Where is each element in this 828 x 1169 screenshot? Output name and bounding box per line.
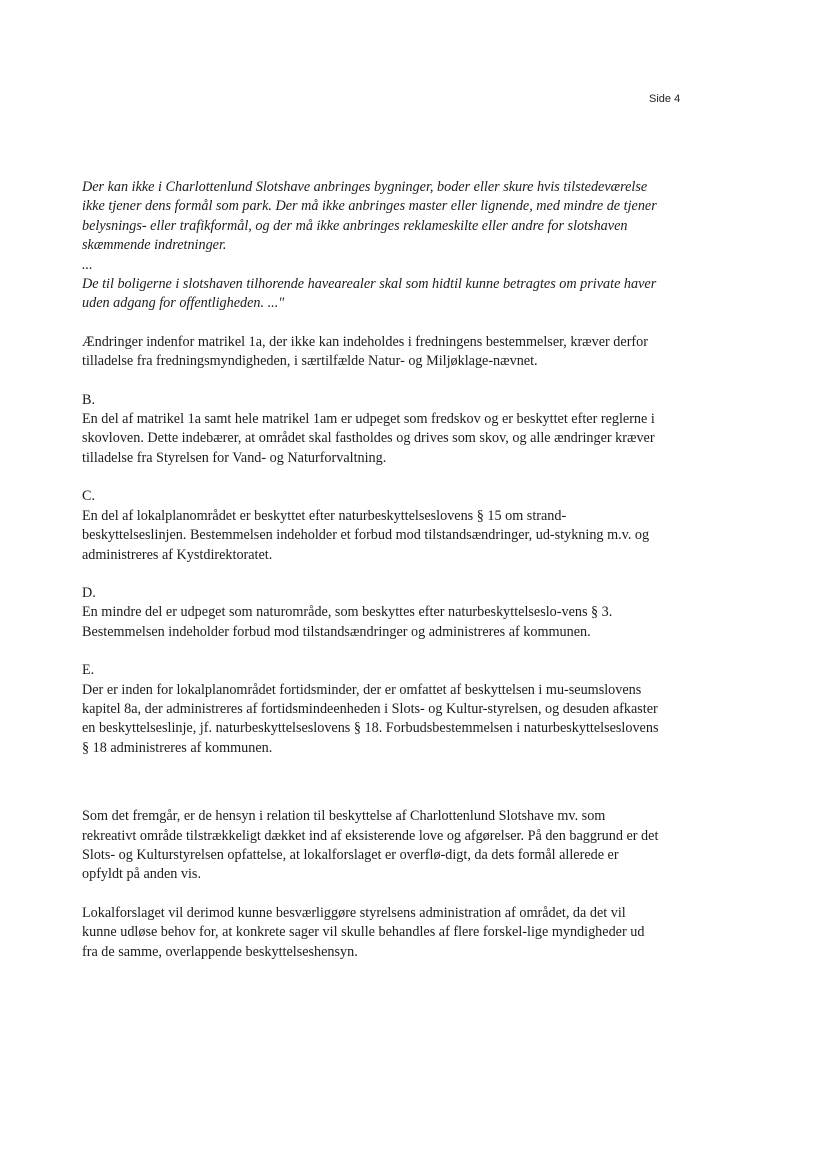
section-text: En mindre del er udpeget som naturområde, som beskyttes efter naturbeskyttelseslo-vens § 3. Bestemmelsen indeholder forbud mod tilstandsændringer og administreres af kommunen. — [82, 604, 613, 640]
section-letter: C. — [82, 488, 96, 505]
conclusion-paragraph: Som det fremgår, er de hensyn i relation til beskyttelse af Charlottenlund Slotshave mv. som rekreativt område tilstrækkeligt dækket ind af eksisterende love og afgørelser. På den baggrund er det Slots- og Kulturstyrelsen opfattelse, at lokalforslaget er overflø-digt, da dets formål allerede er opfyldt på anden vis. — [82, 808, 659, 883]
intro-paragraph: Ændringer indenfor matrikel 1a, der ikke kan indeholdes i fredningens bestemmelser, kræver derfor tilladelse fra fredningsmyndigheden, i særtilfælde Natur- og Miljøklage-nævnet. — [82, 333, 648, 370]
page-number: Side 4 — [649, 93, 681, 105]
section-text: En del af lokalplanområdet er beskyttet efter naturbeskyttelseslovens § 15 om strand-beskyttelseslinjen. Bestemmelsen indeholder et forbud mod tilstandsændringer, ud-stykning m.v. og administreres af Kystdirektoratet. — [82, 507, 650, 563]
quoted-regulation — [82, 178, 662, 314]
quote-paragraph: Der kan ikke i Charlottenlund Slotshave anbringes bygninger, boder eller skure hvis tilstedeværelse ikke tjener dens formål som park. Der må ikke anbringes master eller lignende, med mindre de tjener belysnings- eller trafikformål, og der må ikke anbringes reklameskilte eller andre for slotshaven skæmmende indretninger. — [82, 179, 657, 254]
conclusion-paragraph: Lokalforslaget vil derimod kunne besværliggøre styrelsens administration af området, da det vil kunne udløse behov for, at konkrete sager vil skulle behandles af flere forskel-lige myndigheder ud fra de samme, overlappende beskyttelseshensyn. — [82, 904, 645, 960]
section-letter: E. — [82, 662, 95, 679]
quote-paragraph: De til boligerne i slotshaven tilhorende havearealer skal som hidtil kunne betragtes om private haver uden adgang for offentligheden. ..." — [82, 276, 657, 312]
section-letter: D. — [82, 584, 96, 601]
section-e — [82, 661, 662, 758]
section-text: Der er inden for lokalplanområdet fortidsminder, der er omfattet af beskyttelsen i mu-seumslovens kapitel 8a, der administreres af fortidsmindeenheden i Slots- og Kultur-styrelsen, og desuden afkaster en beskyttelseslinje, jf. naturbeskyttelseslovens § 18. Forbudsbestemmelsen i naturbeskyttelseslovens § 18 administreres af kommunen. — [82, 681, 659, 756]
section-c — [82, 487, 662, 565]
section-d — [82, 584, 662, 642]
document-body — [82, 178, 662, 962]
section-letter: B. — [82, 391, 96, 408]
section-text: En del af matrikel 1a samt hele matrikel 1am er udpeget som fredskov og er beskyttet efter reglerne i skovloven. Dette indebærer, at området skal fastholdes og drives som skov, og alle ændringer kræver tilladelse fra Styrelsen for Vand- og Naturforvaltning. — [82, 411, 655, 466]
section-b — [82, 391, 662, 469]
quote-ellipsis: ... — [82, 256, 93, 273]
